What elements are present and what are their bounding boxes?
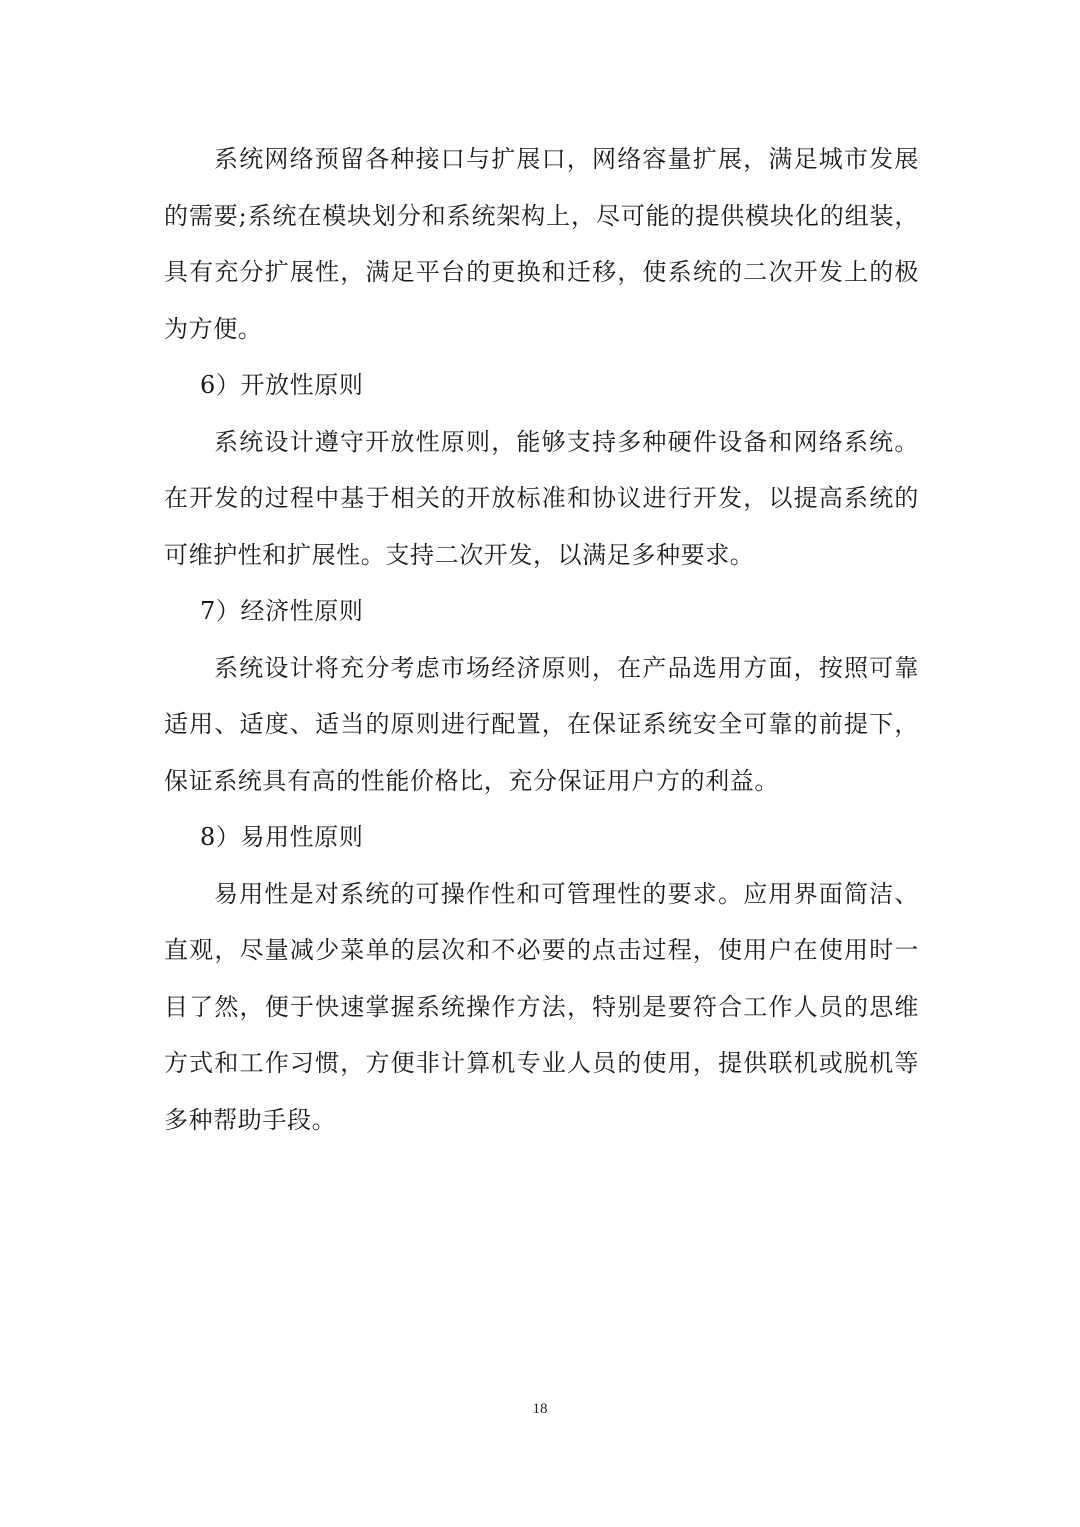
heading-usability-principle: 8）易用性原则 (200, 823, 364, 851)
paragraph-usability: 易用性是对系统的可操作性和可管理性的要求。应用界面简洁、直观，尽量减少菜单的层次和不必要的点击过程，使用户在使用时一目了然，便于快速掌握系统操作方法，特别是要符合工作人员的思维方式和工作习惯，方便非计算机专业人员的使用，提供联机或脱机等多种帮助手段。 (164, 879, 919, 1134)
paragraph-economy: 系统设计将充分考虑市场经济原则，在产品选用方面，按照可靠适用、适度、适当的原则进行配置，在保证系统安全可靠的前提下，保证系统具有高的性能价格比，充分保证用户方的利益。 (164, 653, 919, 795)
paragraph-openness: 系统设计遵守开放性原则，能够支持多种硬件设备和网络系统。在开发的过程中基于相关的开放标准和协议进行开发，以提高系统的可维护性和扩展性。支持二次开发，以满足多种要求。 (164, 427, 919, 569)
heading-economy-principle: 7）经济性原则 (200, 597, 364, 625)
document-body (164, 131, 919, 1148)
paragraph-extensibility: 系统网络预留各种接口与扩展口，网络容量扩展，满足城市发展的需要;系统在模块划分和系统架构上，尽可能的提供模块化的组装，具有充分扩展性，满足平台的更换和迁移，使系统的二次开发上的极为方便。 (164, 145, 919, 343)
heading-openness-principle: 6）开放性原则 (200, 371, 364, 399)
page-number: 18 (532, 1401, 548, 1417)
